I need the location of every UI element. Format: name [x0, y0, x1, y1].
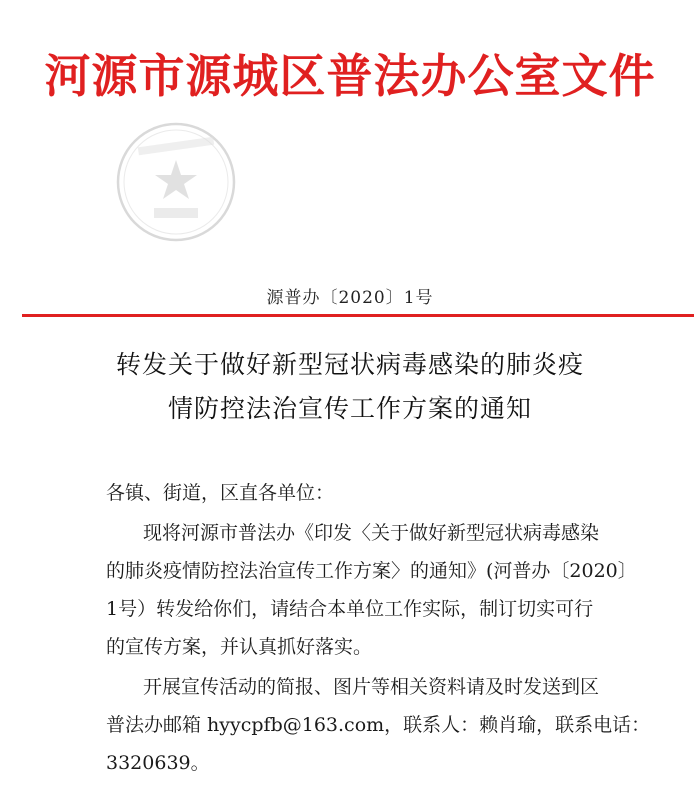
paragraph-1-line-2: 的肺炎疫情防控法治宣传工作方案〉的通知》(河普办〔2020〕 [106, 560, 637, 582]
document-title-line-1: 转发关于做好新型冠状病毒感染的肺炎疫 [115, 350, 584, 379]
red-divider [22, 314, 694, 317]
letterhead-title: 河源市源城区普法办公室文件 [44, 49, 656, 103]
document-title-line-2: 情防控法治宣传工作方案的通知 [167, 394, 532, 423]
paragraph-2-line-2: 普法办邮箱 hyycpfb@163.com，联系人：赖肖瑜，联系电话： [106, 714, 651, 736]
paragraph-1-line-3: 1号）转发给你们，请结合本单位工作实际，制订切实可行 [106, 598, 594, 620]
paragraph-1-line-1: 现将河源市普法办《印发〈关于做好新型冠状病毒感染 [143, 522, 600, 544]
document-number: 源普办〔2020〕1号 [266, 288, 434, 308]
paragraph-1-line-4: 的宣传方案，并认真抓好落实。 [106, 636, 373, 658]
paragraph-2-line-1: 开展宣传活动的简报、图片等相关资料请及时发送到区 [143, 676, 600, 698]
faded-seal-icon [108, 120, 244, 245]
salutation: 各镇、街道，区直各单位： [106, 482, 335, 504]
paragraph-2-line-3: 3320639。 [106, 752, 210, 774]
